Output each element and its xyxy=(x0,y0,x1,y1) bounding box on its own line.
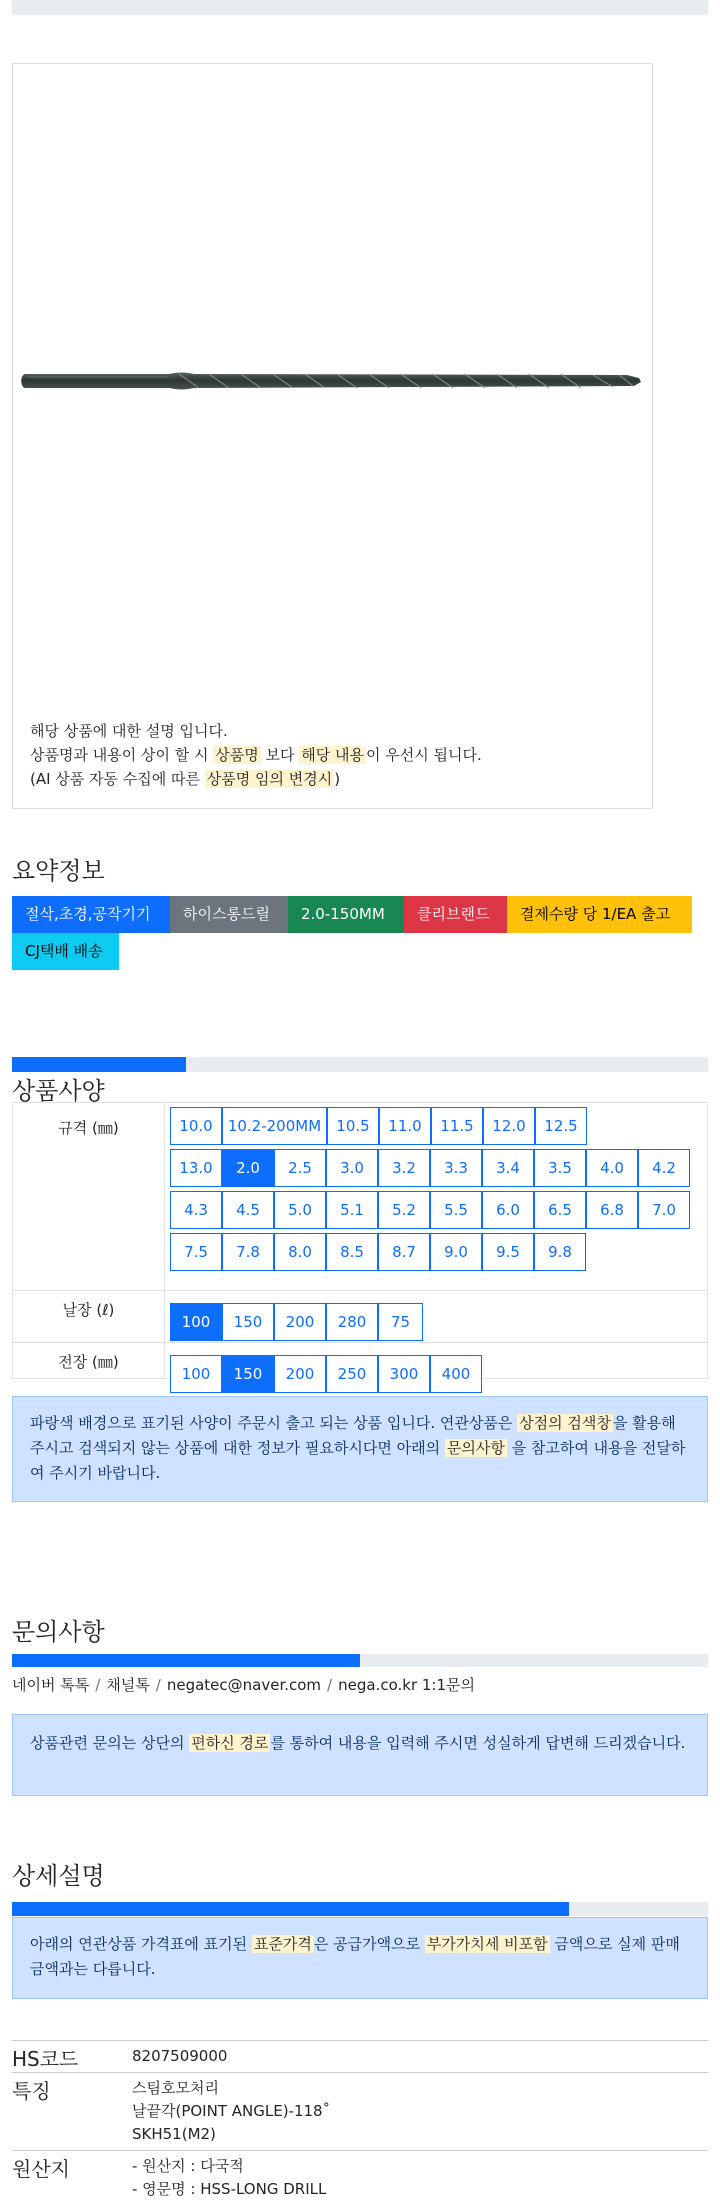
diameter-option[interactable]: 11.5 xyxy=(431,1107,483,1145)
diameter-option[interactable]: 6.8 xyxy=(586,1191,638,1229)
inquiry-progress-bar xyxy=(12,1654,708,1667)
flute-length-option[interactable]: 280 xyxy=(326,1303,378,1341)
diameter-option[interactable]: 5.2 xyxy=(378,1191,430,1229)
diameter-option[interactable]: 3.3 xyxy=(430,1149,482,1187)
contact-email[interactable]: negatec@naver.com xyxy=(166,1676,322,1694)
flute-length-option[interactable]: 100 xyxy=(170,1303,222,1341)
diameter-option[interactable]: 11.0 xyxy=(379,1107,431,1145)
contact-channeltalk[interactable]: 채널톡 xyxy=(106,1676,150,1694)
diameter-option[interactable]: 12.5 xyxy=(535,1107,587,1145)
overall-length-option[interactable]: 300 xyxy=(378,1355,430,1393)
diameter-option[interactable]: 7.8 xyxy=(222,1233,274,1271)
spec-label-overall-length: 전장 (㎜) xyxy=(58,1353,119,1371)
diameter-option[interactable]: 9.5 xyxy=(482,1233,534,1271)
inquiry-progress-fill xyxy=(12,1654,360,1667)
badge-category: 절삭,초경,공작기기 xyxy=(12,896,170,933)
contact-separator: / xyxy=(155,1676,161,1694)
diameter-option[interactable]: 2.0 xyxy=(222,1149,274,1187)
flute-length-option[interactable]: 75 xyxy=(378,1303,423,1341)
diameter-option[interactable]: 4.2 xyxy=(638,1149,690,1187)
spec-notice: 파랑색 배경으로 표기된 사양이 주문시 출고 되는 상품 입니다. 연관상품은 상점의 검색창 을 활용해 주시고 검색되지 않는 상품에 대한 정보가 필요하시다면 아래의 문의사항 을 참고하여 내용을 전달하여 주시기 바랍니다. xyxy=(12,1396,708,1502)
top-divider-bar xyxy=(12,0,708,15)
diameter-option[interactable]: 5.1 xyxy=(326,1191,378,1229)
summary-title: 요약정보 xyxy=(12,857,105,885)
diameter-option[interactable]: 3.0 xyxy=(326,1149,378,1187)
info-key: 원산지 xyxy=(12,2157,70,2181)
product-image-card xyxy=(12,63,653,809)
diameter-option[interactable]: 4.0 xyxy=(586,1149,638,1187)
spec-row-divider xyxy=(13,1290,707,1291)
info-row-origin xyxy=(12,2150,708,2198)
overall-length-option[interactable]: 100 xyxy=(170,1355,222,1393)
inquiry-title: 문의사항 xyxy=(12,1618,105,1646)
spec-row-divider xyxy=(13,1342,707,1343)
flute-length-option[interactable]: 150 xyxy=(222,1303,274,1341)
info-value: 8207509000 xyxy=(132,2047,228,2065)
info-value: 스팀호모처리 날끝각(POINT ANGLE)-118˚ SKH51(M2) xyxy=(132,2079,331,2143)
badge-product-type: 하이스롱드릴 xyxy=(170,896,288,933)
contact-links xyxy=(12,1674,475,1695)
product-description-note xyxy=(30,719,640,791)
info-value: - 원산지 : 다국적 - 영문명 : HSS-LONG DRILL xyxy=(132,2157,327,2198)
diameter-option[interactable]: 2.5 xyxy=(274,1149,326,1187)
diameter-option[interactable]: 10.5 xyxy=(327,1107,379,1145)
detail-notice: 아래의 연관상품 가격표에 표기된 표준가격 은 공급가액으로 부가가치세 비포함 금액으로 실제 판매금액과는 다릅니다. xyxy=(12,1917,708,1999)
note-line-2: 상품명과 내용이 상이 할 시 상품명 보다 해당 내용 이 우선시 됩니다. xyxy=(30,746,482,764)
diameter-option[interactable]: 6.0 xyxy=(482,1191,534,1229)
contact-website-inquiry[interactable]: nega.co.kr 1:1문의 xyxy=(338,1676,475,1694)
inquiry-notice: 상품관련 문의는 상단의 편하신 경로 를 통하여 내용을 입력해 주시면 성실하게 답변해 드리겠습니다. xyxy=(12,1714,708,1796)
badge-size-range: 2.0-150MM xyxy=(288,896,404,933)
info-row-features xyxy=(12,2072,708,2151)
detail-title: 상세설명 xyxy=(12,1862,105,1890)
info-row-hs-code xyxy=(12,2040,708,2072)
diameter-option[interactable]: 10.2-200MM xyxy=(222,1107,327,1145)
diameter-option[interactable]: 5.5 xyxy=(430,1191,482,1229)
summary-progress-bar xyxy=(12,1057,708,1072)
badge-shipping-qty: 결제수량 당 1/EA 출고 xyxy=(507,896,692,933)
diameter-option[interactable]: 8.5 xyxy=(326,1233,378,1271)
diameter-option[interactable]: 12.0 xyxy=(483,1107,535,1145)
diameter-option[interactable]: 10.0 xyxy=(170,1107,222,1145)
detail-progress-bar xyxy=(12,1902,708,1916)
spec-table xyxy=(12,1102,708,1383)
contact-naver-talktalk[interactable]: 네이버 톡톡 xyxy=(12,1676,90,1694)
diameter-option[interactable]: 13.0 xyxy=(170,1149,222,1187)
badge-courier: CJ택배 배송 xyxy=(12,933,119,970)
spec-column-divider xyxy=(164,1103,165,1378)
diameter-option[interactable]: 3.4 xyxy=(482,1149,534,1187)
diameter-option[interactable]: 6.5 xyxy=(534,1191,586,1229)
spec-label-flute-length: 날장 (ℓ) xyxy=(62,1301,115,1319)
diameter-option[interactable]: 8.7 xyxy=(378,1233,430,1271)
overall-length-option[interactable]: 150 xyxy=(222,1355,274,1393)
contact-separator: / xyxy=(327,1676,333,1694)
diameter-option[interactable]: 9.0 xyxy=(430,1233,482,1271)
badge-brand: 클리브랜드 xyxy=(404,896,507,933)
diameter-option[interactable]: 8.0 xyxy=(274,1233,326,1271)
contact-separator: / xyxy=(95,1676,101,1694)
note-line-3: (AI 상품 자동 수집에 따른 상품명 임의 변경시 ) xyxy=(30,770,341,788)
overall-length-option[interactable]: 250 xyxy=(326,1355,378,1393)
drill-bit-image xyxy=(19,370,644,392)
flute-length-option[interactable]: 200 xyxy=(274,1303,326,1341)
diameter-option[interactable]: 7.0 xyxy=(638,1191,690,1229)
overall-length-option[interactable]: 400 xyxy=(430,1355,482,1393)
overall-length-option[interactable]: 200 xyxy=(274,1355,326,1393)
spec-title: 상품사양 xyxy=(12,1077,105,1105)
diameter-option[interactable]: 4.5 xyxy=(222,1191,274,1229)
info-key: 특징 xyxy=(12,2079,51,2103)
spec-label-diameter: 규격 (㎜) xyxy=(58,1119,119,1137)
detail-progress-fill xyxy=(12,1902,569,1916)
diameter-option[interactable]: 5.0 xyxy=(274,1191,326,1229)
diameter-option[interactable]: 9.8 xyxy=(534,1233,586,1271)
note-line-1: 해당 상품에 대한 설명 입니다. xyxy=(30,722,228,740)
diameter-option[interactable]: 4.3 xyxy=(170,1191,222,1229)
diameter-option[interactable]: 3.2 xyxy=(378,1149,430,1187)
summary-progress-fill xyxy=(12,1057,186,1072)
info-key: HS코드 xyxy=(12,2047,79,2071)
diameter-option[interactable]: 3.5 xyxy=(534,1149,586,1187)
diameter-option[interactable]: 7.5 xyxy=(170,1233,222,1271)
